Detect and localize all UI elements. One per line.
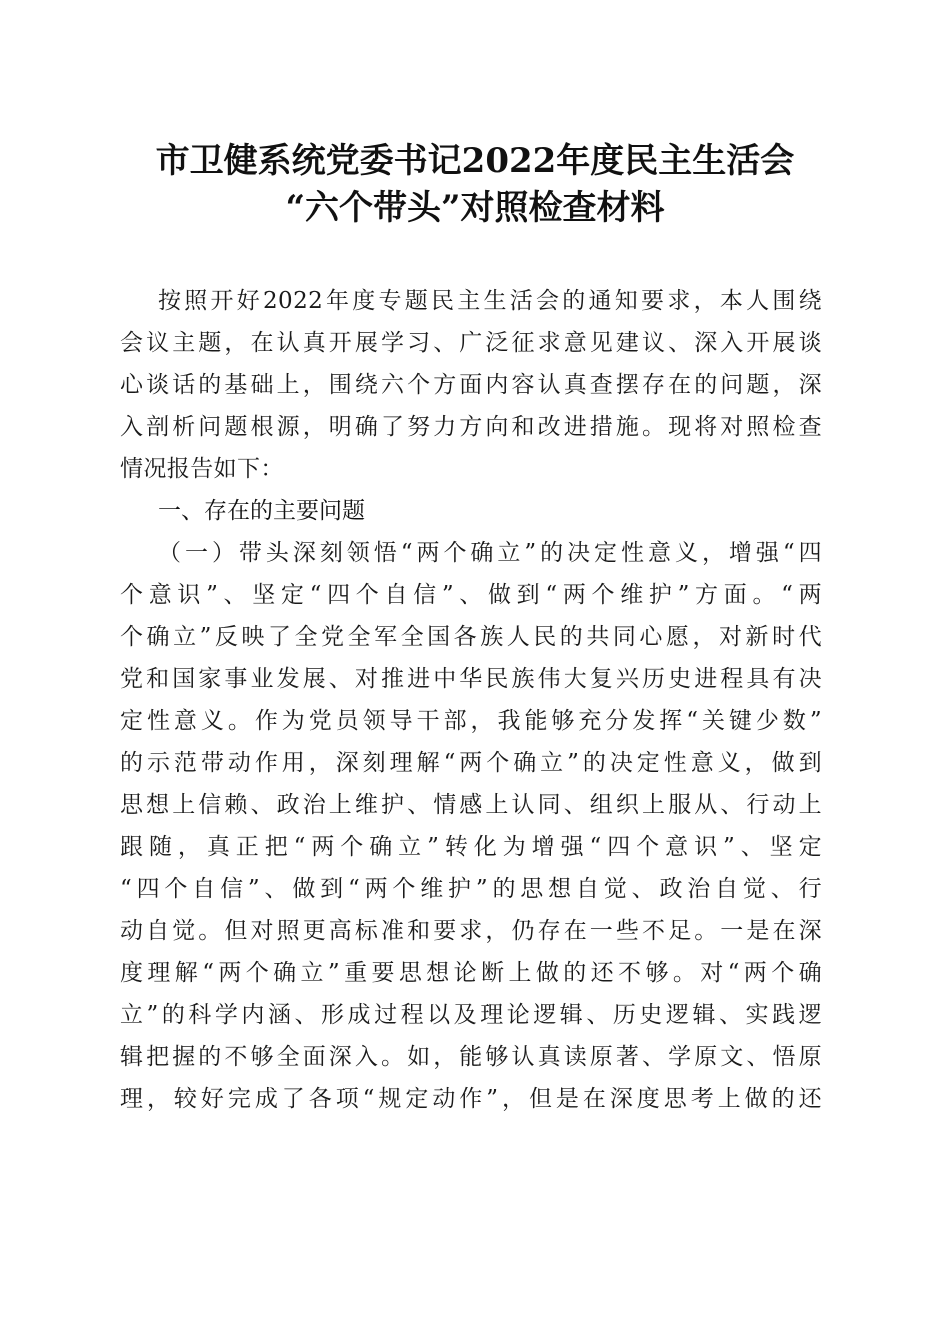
document-title — [120, 138, 830, 232]
paragraph-line: 理，较好完成了各项“规定动作”，但是在深度思考上做的还 — [120, 1086, 822, 1112]
paragraph-line: 辑把握的不够全面深入。如，能够认真读原著、学原文、悟原 — [120, 1044, 822, 1070]
paragraph-line: 立”的科学内涵、形成过程以及理论逻辑、历史逻辑、实践逻 — [120, 1002, 822, 1028]
paragraph-line: 度理解“两个确立”重要思想论断上做的还不够。对“两个确 — [120, 960, 822, 986]
document-body — [120, 280, 822, 1120]
paragraph-line: 党和国家事业发展、对推进中华民族伟大复兴历史进程具有决 — [120, 666, 822, 692]
title-line-1: 市卫健系统党委书记2022年度民主生活会 — [155, 141, 795, 181]
paragraph-line: “四个自信”、做到“两个维护”的思想自觉、政治自觉、行 — [120, 876, 822, 902]
paragraph-line: 定性意义。作为党员领导干部，我能够充分发挥“关键少数” — [120, 708, 822, 734]
title-line-2: “六个带头”对照检查材料 — [285, 188, 665, 228]
paragraph-line: 入剖析问题根源，明确了努力方向和改进措施。现将对照检查 — [120, 414, 822, 440]
paragraph-line: 跟随，真正把“两个确立”转化为增强“四个意识”、坚定 — [120, 834, 822, 860]
paragraph-line: 个确立”反映了全党全军全国各族人民的共同心愿，对新时代 — [120, 624, 822, 650]
paragraph-line: （一）带头深刻领悟“两个确立”的决定性意义，增强“四 — [158, 540, 822, 566]
paragraph-line: 动自觉。但对照更高标准和要求，仍存在一些不足。一是在深 — [120, 918, 822, 944]
paragraph-line: 个意识”、坚定“四个自信”、做到“两个维护”方面。“两 — [120, 582, 822, 608]
paragraph-line: 按照开好2022年度专题民主生活会的通知要求，本人围绕 — [158, 288, 822, 314]
paragraph-line: 心谈话的基础上，围绕六个方面内容认真查摆存在的问题，深 — [120, 372, 822, 398]
section-heading: 一、存在的主要问题 — [158, 498, 365, 524]
paragraph-line: 会议主题，在认真开展学习、广泛征求意见建议、深入开展谈 — [120, 330, 822, 356]
section-paragraph — [120, 532, 822, 1120]
intro-paragraph — [120, 280, 822, 490]
paragraph-line: 的示范带动作用，深刻理解“两个确立”的决定性意义，做到 — [120, 750, 822, 776]
paragraph-line: 情况报告如下： — [120, 456, 284, 482]
paragraph-line: 思想上信赖、政治上维护、情感上认同、组织上服从、行动上 — [120, 792, 822, 818]
